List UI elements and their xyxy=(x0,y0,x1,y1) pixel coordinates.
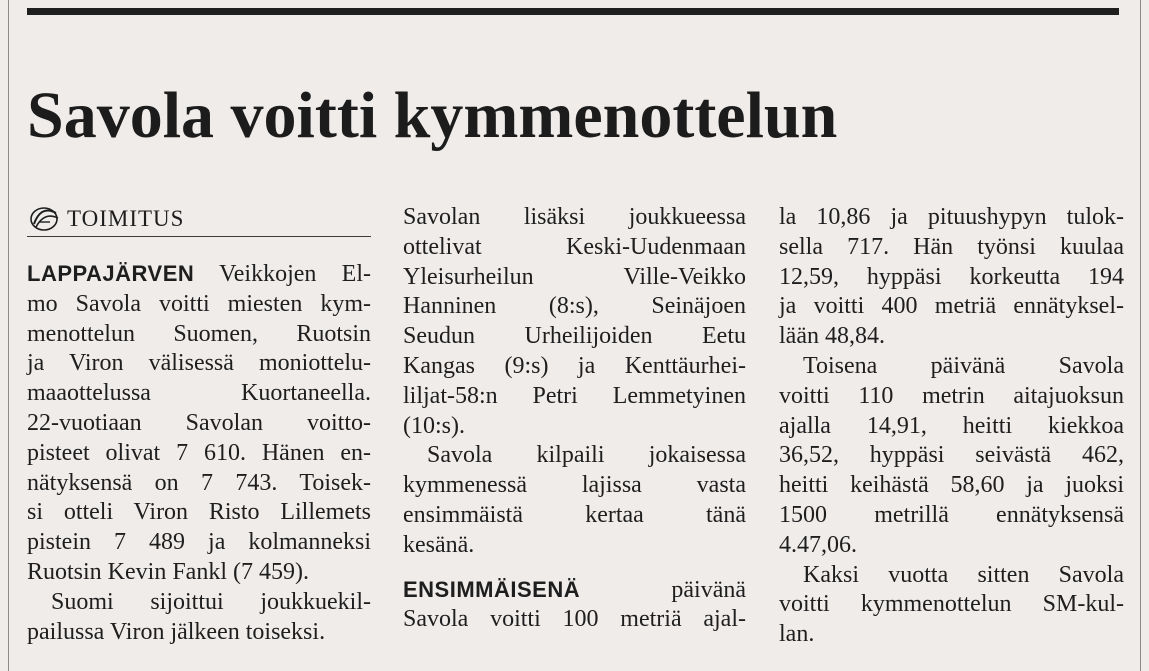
line-text: Hanninen (8:s), Seinäjoen xyxy=(403,293,746,320)
article-line xyxy=(403,605,746,635)
article-column-2 xyxy=(403,203,746,635)
article-line xyxy=(27,320,371,350)
article-line xyxy=(779,203,1124,233)
line-text: nätyksensä on 7 743. Toisek- xyxy=(27,469,371,496)
article-line xyxy=(779,441,1124,471)
article-line xyxy=(403,292,746,322)
article-line xyxy=(27,379,371,409)
line-text: menottelun Suomen, Ruotsin xyxy=(27,320,371,347)
line-text: Ruotsin Kevin Fankl (7 459). xyxy=(27,558,309,585)
article-line xyxy=(779,501,1124,531)
line-text: Savola voitti 100 metriä ajal- xyxy=(403,606,746,633)
article-line xyxy=(779,233,1124,263)
line-text: ensimmäistä kertaa tänä xyxy=(403,501,746,528)
article-line xyxy=(779,352,1124,382)
line-text: sella 717. Hän työnsi kuulaa xyxy=(779,233,1124,260)
article-line xyxy=(27,290,371,320)
article-line xyxy=(403,501,746,531)
article-line xyxy=(403,441,746,471)
line-text: pisteet olivat 7 610. Hänen en- xyxy=(27,439,371,466)
article-line xyxy=(403,263,746,293)
clipping-right-edge xyxy=(1140,0,1141,671)
line-text: (10:s). xyxy=(403,412,465,439)
line-text: Suomi sijoittui joukkuekil- xyxy=(51,588,371,615)
article-headline: Savola voitti kymmenottelun xyxy=(27,79,838,152)
article-line xyxy=(27,409,371,439)
line-text: Kangas (9:s) ja Kenttäurhei- xyxy=(403,352,746,379)
clipping-left-edge xyxy=(8,0,9,671)
article-line xyxy=(27,439,371,469)
line-text: la 10,86 ja pituushypyn tulok- xyxy=(779,204,1124,230)
paragraph-gap xyxy=(403,561,746,575)
line-text: Savola kilpaili jokaisessa xyxy=(427,442,746,469)
line-text: mo Savola voitti miesten kym- xyxy=(27,290,371,317)
line-text: Savolan lisäksi joukkueessa xyxy=(403,204,746,230)
line-text: lään 48,84. xyxy=(779,323,885,350)
article-line xyxy=(27,349,371,379)
article-line xyxy=(779,620,1124,650)
lead-in-word: LAPPAJÄRVEN xyxy=(27,261,195,286)
article-line xyxy=(27,618,371,648)
article-line xyxy=(403,471,746,501)
article-line xyxy=(27,558,371,588)
line-text: lan. xyxy=(779,621,815,648)
line-text: Veikkojen El- xyxy=(194,261,371,287)
article-line xyxy=(779,471,1124,501)
line-text: pailussa Viron jälkeen toiseksi. xyxy=(27,618,326,645)
line-text: 4.47,06. xyxy=(779,531,857,558)
byline-name: TOIMITUS xyxy=(67,206,185,231)
article-line xyxy=(779,590,1124,620)
article-line xyxy=(779,263,1124,293)
article-line xyxy=(403,352,746,382)
line-text: pistein 7 489 ja kolmanneksi xyxy=(27,529,371,556)
article-line xyxy=(403,531,746,561)
line-text: Kaksi vuotta sitten Savola xyxy=(803,561,1124,588)
line-text: maaottelussa Kuortaneella. xyxy=(27,380,371,407)
line-text: heitti keihästä 58,60 ja juoksi xyxy=(779,472,1124,499)
line-text: 12,59, hyppäsi korkeutta 194 xyxy=(779,263,1124,290)
line-text: ja voitti 400 metriä ennätyksel- xyxy=(779,293,1124,320)
article-line xyxy=(403,233,746,263)
article-line xyxy=(403,412,746,442)
lead-in-word: ENSIMMÄISENÄ xyxy=(403,576,581,602)
article-line xyxy=(403,322,746,352)
article-line xyxy=(779,412,1124,442)
article-line xyxy=(779,561,1124,591)
article-line xyxy=(27,259,371,290)
article-column-1 xyxy=(27,259,371,647)
article-line xyxy=(779,531,1124,561)
article-line xyxy=(27,528,371,558)
line-text: kesänä. xyxy=(403,531,475,558)
article-line xyxy=(779,292,1124,322)
line-text: si otteli Viron Risto Lillemets xyxy=(27,499,371,526)
article-line xyxy=(403,203,746,233)
line-text: ajalla 14,91, heitti kiekkoa xyxy=(779,412,1124,439)
line-text: 22-vuotiaan Savolan voitto- xyxy=(27,409,371,436)
line-text: Seudun Urheilijoiden Eetu xyxy=(403,323,746,350)
line-text: 36,52, hyppäsi seivästä 462, xyxy=(779,442,1124,469)
article-line xyxy=(27,498,371,528)
top-rule xyxy=(27,8,1119,15)
line-text: 1500 metrillä ennätyksensä xyxy=(779,501,1124,528)
line-text: kymmenessä lajissa vasta xyxy=(403,472,746,499)
article-line xyxy=(403,382,746,412)
article-column-3 xyxy=(779,203,1124,650)
article-line xyxy=(27,588,371,618)
line-text: voitti 110 metrin aitajuoksun xyxy=(779,382,1124,409)
article-line xyxy=(779,322,1124,352)
line-text: liljat-58:n Petri Lemmetyinen xyxy=(403,382,746,409)
author-logo-icon xyxy=(29,204,61,232)
line-text: päivänä xyxy=(580,576,746,603)
line-text: Toisena päivänä Savola xyxy=(803,352,1124,379)
byline xyxy=(27,200,371,237)
line-text: Yleisurheilun Ville-Veikko xyxy=(403,263,746,290)
line-text: voitti kymmenottelun SM-kul- xyxy=(779,591,1124,618)
article-line xyxy=(779,382,1124,412)
line-text: ottelivat Keski-Uudenmaan xyxy=(403,233,746,260)
line-text: ja Viron välisessä moniottelu- xyxy=(27,350,371,377)
article-line xyxy=(27,469,371,499)
article-line xyxy=(403,575,746,606)
